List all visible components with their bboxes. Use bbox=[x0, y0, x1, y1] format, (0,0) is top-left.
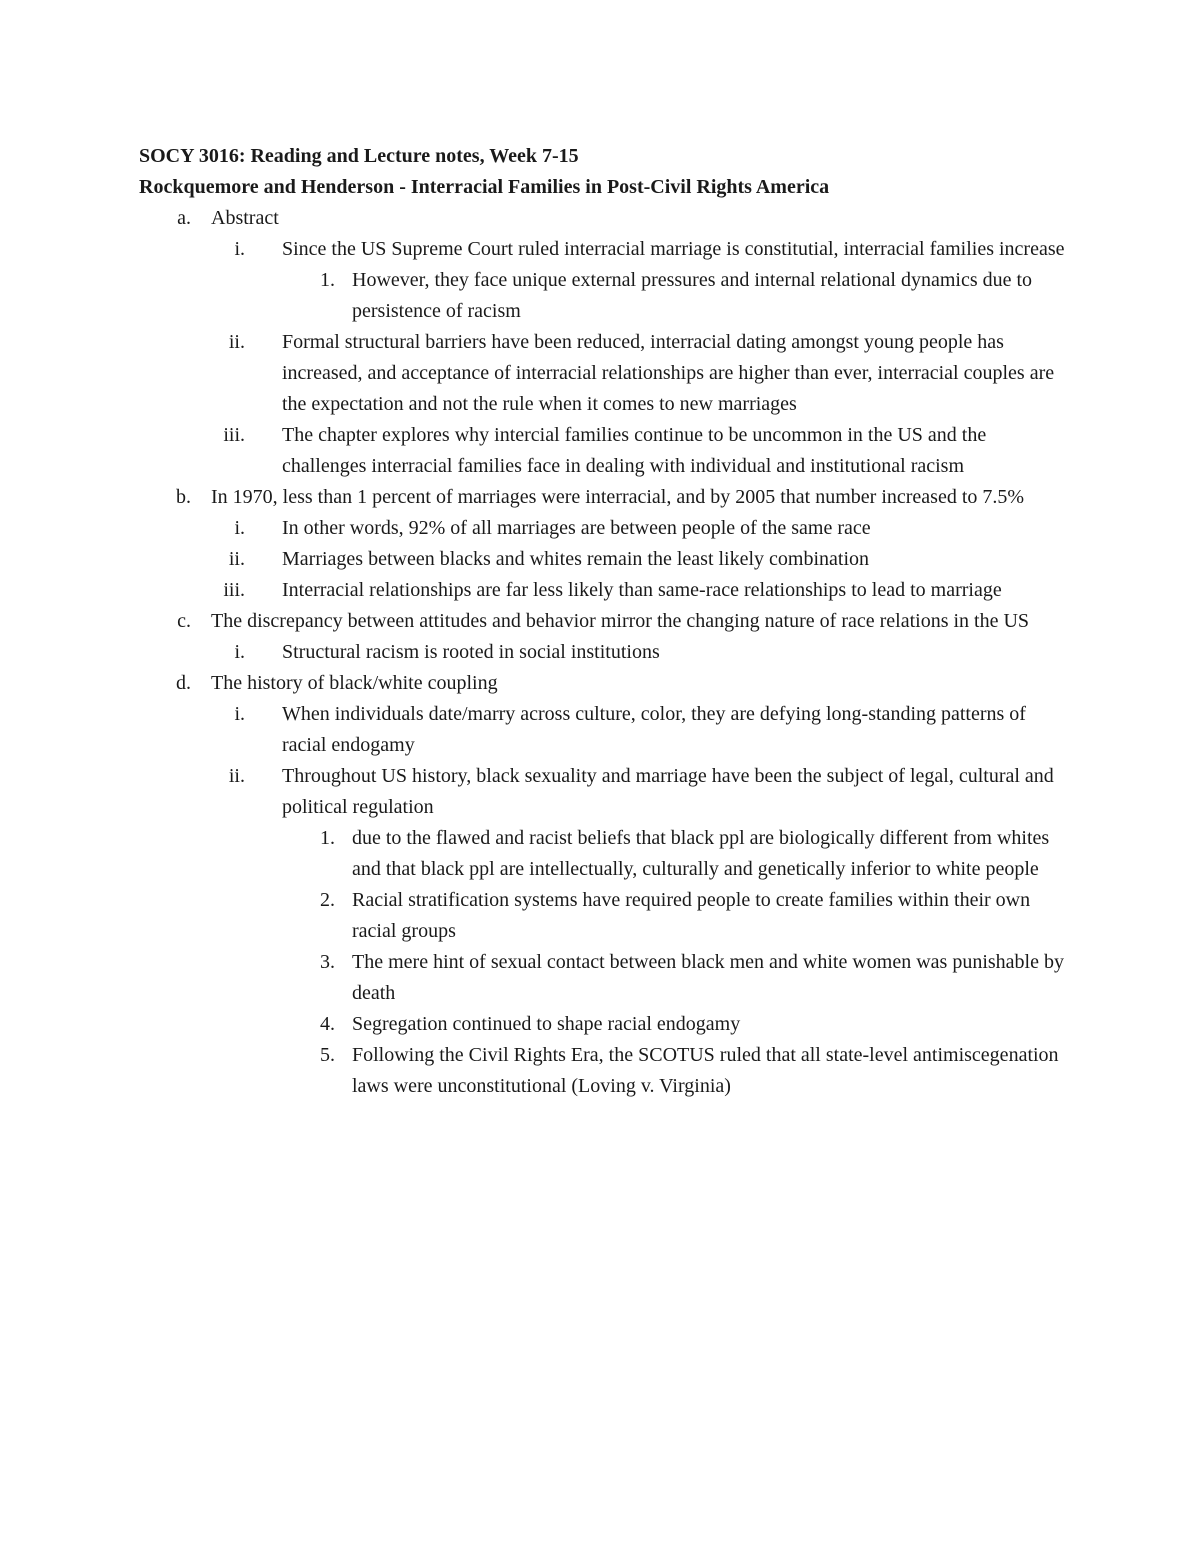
outline-item bbox=[0, 265, 1200, 327]
outline-item bbox=[0, 668, 1200, 699]
outline-item bbox=[0, 575, 1200, 606]
list-marker: i. bbox=[234, 517, 245, 539]
list-item-text: Marriages between blacks and whites remain the least likely combination bbox=[282, 548, 870, 570]
outline-item bbox=[0, 1009, 1200, 1040]
list-item-text: Throughout US history, black sexuality and marriage have been the subject of legal, cultural and political regulation bbox=[282, 765, 1054, 818]
list-marker: 1. bbox=[320, 269, 335, 291]
list-item-text: due to the flawed and racist beliefs that black ppl are biologically different from whites and that black ppl are intellectually, culturally and genetically inferior to white people bbox=[352, 827, 1050, 880]
outline-item bbox=[0, 482, 1200, 513]
list-marker: 5. bbox=[320, 1044, 335, 1066]
list-marker: i. bbox=[234, 641, 245, 663]
outline-item bbox=[0, 544, 1200, 575]
list-marker: c. bbox=[177, 610, 191, 632]
list-marker: ii. bbox=[228, 765, 245, 787]
list-item-text: Following the Civil Rights Era, the SCOTUS ruled that all state-level antimiscegenation laws were unconstitutional (Loving v. Virginia) bbox=[352, 1044, 1059, 1097]
list-marker: d. bbox=[176, 672, 191, 694]
reading-title: Rockquemore and Henderson - Interracial Families in Post-Civil Rights America bbox=[139, 176, 830, 198]
list-item-text: The mere hint of sexual contact between black men and white women was punishable by death bbox=[352, 951, 1064, 1004]
outline-item bbox=[0, 420, 1200, 482]
outline-item bbox=[0, 513, 1200, 544]
list-marker: 2. bbox=[320, 889, 335, 911]
list-item-text: In 1970, less than 1 percent of marriages were interracial, and by 2005 that number increased to 7.5% bbox=[211, 486, 1025, 508]
list-item-text: Segregation continued to shape racial endogamy bbox=[352, 1013, 741, 1035]
outline-item bbox=[0, 1040, 1200, 1102]
list-item-text: Interracial relationships are far less likely than same-race relationships to lead to marriage bbox=[282, 579, 1002, 601]
notes-outline bbox=[0, 203, 1200, 1102]
list-marker: 1. bbox=[320, 827, 335, 849]
list-item-text: Structural racism is rooted in social institutions bbox=[282, 641, 660, 663]
list-marker: i. bbox=[234, 238, 245, 260]
list-item-text: The history of black/white coupling bbox=[211, 672, 498, 694]
course-title: SOCY 3016: Reading and Lecture notes, Week 7-15 bbox=[139, 145, 579, 167]
list-item-text: Since the US Supreme Court ruled interracial marriage is constitutial, interracial families increase bbox=[282, 238, 1065, 260]
outline-item bbox=[0, 637, 1200, 668]
list-marker: iii. bbox=[223, 579, 245, 601]
list-item-text: When individuals date/marry across culture, color, they are defying long-standing patterns of racial endogamy bbox=[282, 703, 1026, 756]
outline-item bbox=[0, 234, 1200, 265]
list-marker: 3. bbox=[320, 951, 335, 973]
outline-item bbox=[0, 699, 1200, 761]
outline-item bbox=[0, 947, 1200, 1009]
outline-item bbox=[0, 606, 1200, 637]
list-item-text: Racial stratification systems have required people to create families within their own racial groups bbox=[352, 889, 1031, 942]
list-item-text: However, they face unique external pressures and internal relational dynamics due to persistence of racism bbox=[352, 269, 1033, 322]
list-marker: iii. bbox=[223, 424, 245, 446]
list-item-text: Formal structural barriers have been reduced, interracial dating amongst young people has increased, and acceptance of interracial relationships are higher than ever, interracial couples are the expectation and not the rule when it comes to new marriages bbox=[282, 331, 1055, 415]
outline-item bbox=[0, 203, 1200, 234]
list-marker: a. bbox=[177, 207, 191, 229]
list-marker: ii. bbox=[228, 331, 245, 353]
outline-item bbox=[0, 761, 1200, 823]
outline-item bbox=[0, 823, 1200, 885]
list-marker: 4. bbox=[320, 1013, 335, 1035]
list-marker: b. bbox=[176, 486, 191, 508]
list-marker: ii. bbox=[228, 548, 245, 570]
list-item-text: The discrepancy between attitudes and behavior mirror the changing nature of race relations in the US bbox=[211, 610, 1030, 632]
list-marker: i. bbox=[234, 703, 245, 725]
list-item-text: In other words, 92% of all marriages are between people of the same race bbox=[282, 517, 871, 539]
list-item-text: The chapter explores why intercial families continue to be uncommon in the US and the challenges interracial families face in dealing with individual and institutional racism bbox=[282, 424, 987, 477]
list-item-text: Abstract bbox=[211, 207, 279, 229]
outline-item bbox=[0, 327, 1200, 420]
outline-item bbox=[0, 885, 1200, 947]
